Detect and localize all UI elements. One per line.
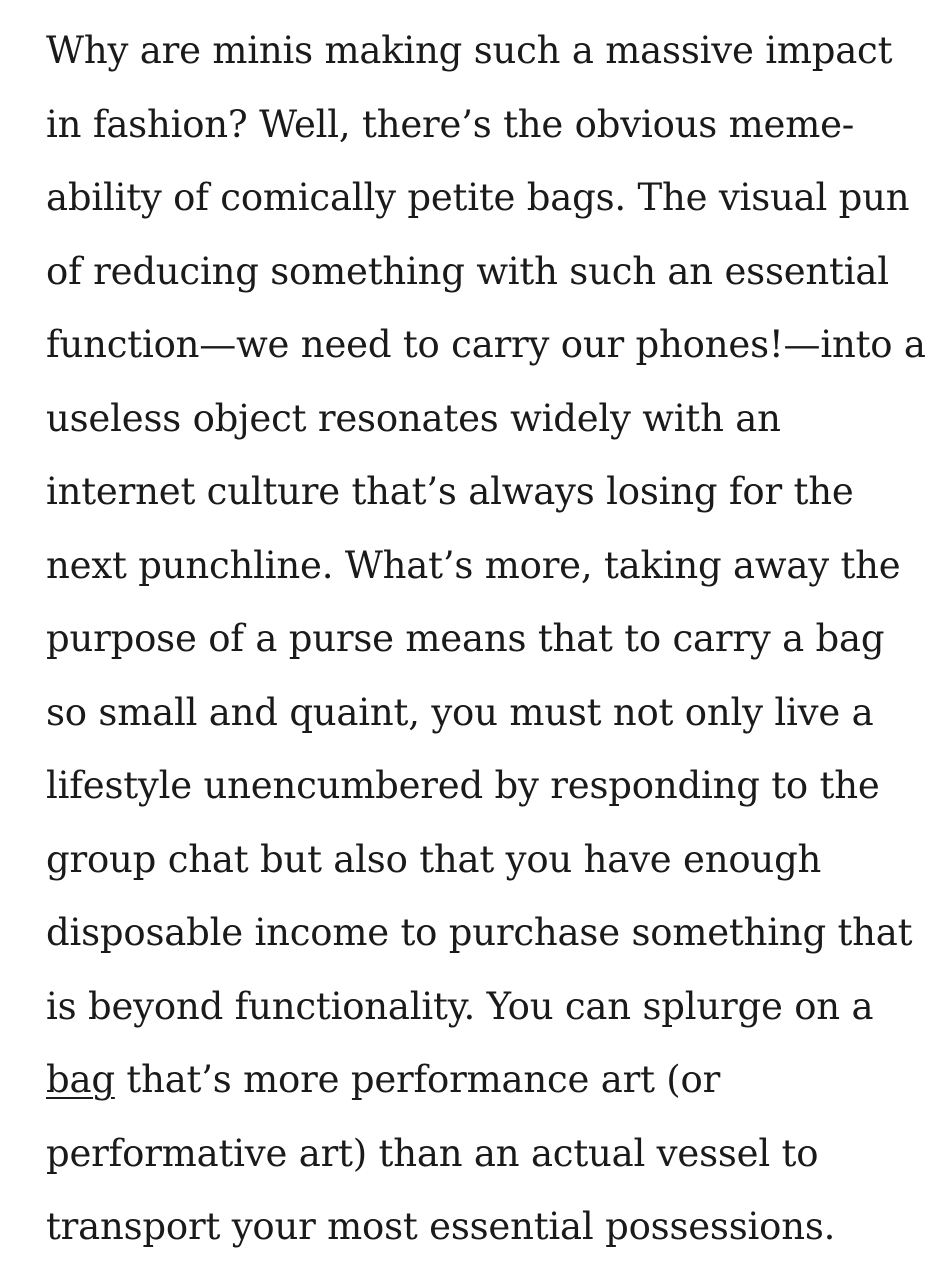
paragraph-line: so small and quaint, you must not only live a — [46, 690, 874, 734]
paragraph-line-with-link — [46, 1043, 916, 1117]
paragraph-line: ability of comically petite bags. The visual pun — [46, 176, 910, 219]
paragraph-line: internet culture that’s always losing for the — [46, 470, 854, 513]
paragraph-line: disposable income to purchase something that — [46, 911, 913, 954]
paragraph-line: is beyond functionality. You can splurge on a — [46, 984, 874, 1028]
paragraph-line: lifestyle unencumbered by responding to the — [46, 764, 880, 807]
paragraph-line: function—we need to carry our phones!—into a — [46, 323, 926, 366]
paragraph-line: of reducing something with such an essential — [46, 249, 889, 293]
paragraph-line: in fashion? Well, there’s the obvious meme- — [46, 102, 855, 146]
paragraph-line: next punchline. What’s more, taking away the — [46, 543, 901, 587]
paragraph-line: performative art) than an actual vessel to — [46, 1131, 819, 1175]
paragraph-line: Why are minis making such a massive impact — [46, 29, 893, 72]
paragraph-line: purpose of a purse means that to carry a bag — [46, 617, 885, 660]
paragraph-line: transport your most essential possessions. — [46, 1205, 836, 1248]
paragraph-line-text: that’s more performance art (or — [114, 1058, 721, 1101]
paragraph-line: group chat but also that you have enough — [46, 837, 822, 881]
paragraph-line: useless object resonates widely with an — [46, 396, 781, 440]
article-paragraph — [46, 14, 926, 1264]
bag-link[interactable]: bag — [46, 1058, 115, 1101]
